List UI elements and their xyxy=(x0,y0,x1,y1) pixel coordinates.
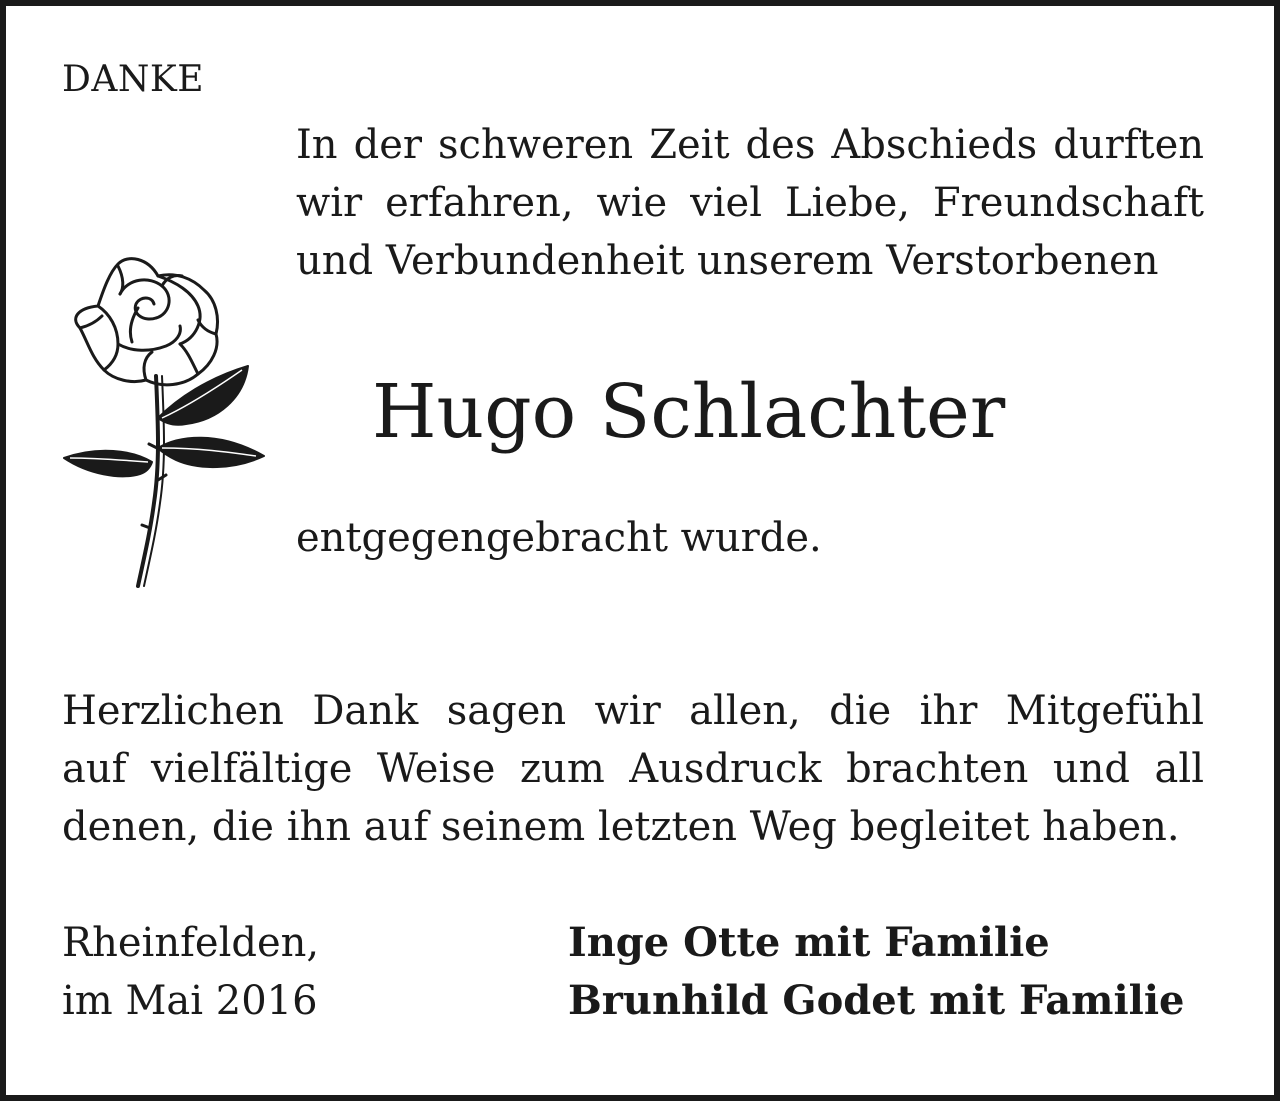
intro-line: In der schweren Zeit des Abschieds durften xyxy=(296,122,1204,168)
notice-heading: DANKE xyxy=(62,59,205,100)
thanks-line: auf vielfältige Weise zum Ausdruck brachten und all xyxy=(62,746,1204,792)
intro-continuation: entgegengebracht wurde. xyxy=(296,515,822,561)
intro-line: und Verbundenheit unserem Verstorbenen xyxy=(296,238,1159,284)
family-line: Inge Otte mit Familie xyxy=(568,919,1050,966)
place-line: Rheinfelden, xyxy=(62,920,320,966)
thanks-line: denen, die ihn auf seinem letzten Weg begleitet haben. xyxy=(62,804,1180,850)
deceased-name: Hugo Schlachter xyxy=(372,369,1006,455)
family-signatures xyxy=(568,914,1184,1030)
date-line: im Mai 2016 xyxy=(62,978,318,1024)
intro-line: wir erfahren, wie viel Liebe, Freundschaft xyxy=(296,180,1204,226)
thanks-paragraph xyxy=(62,682,1204,856)
intro-paragraph xyxy=(296,116,1204,290)
thanks-line: Herzlichen Dank sagen wir allen, die ihr Mitgefühl xyxy=(62,688,1204,734)
family-line: Brunhild Godet mit Familie xyxy=(568,977,1185,1024)
rose-icon xyxy=(58,248,270,590)
place-and-date xyxy=(62,914,319,1030)
